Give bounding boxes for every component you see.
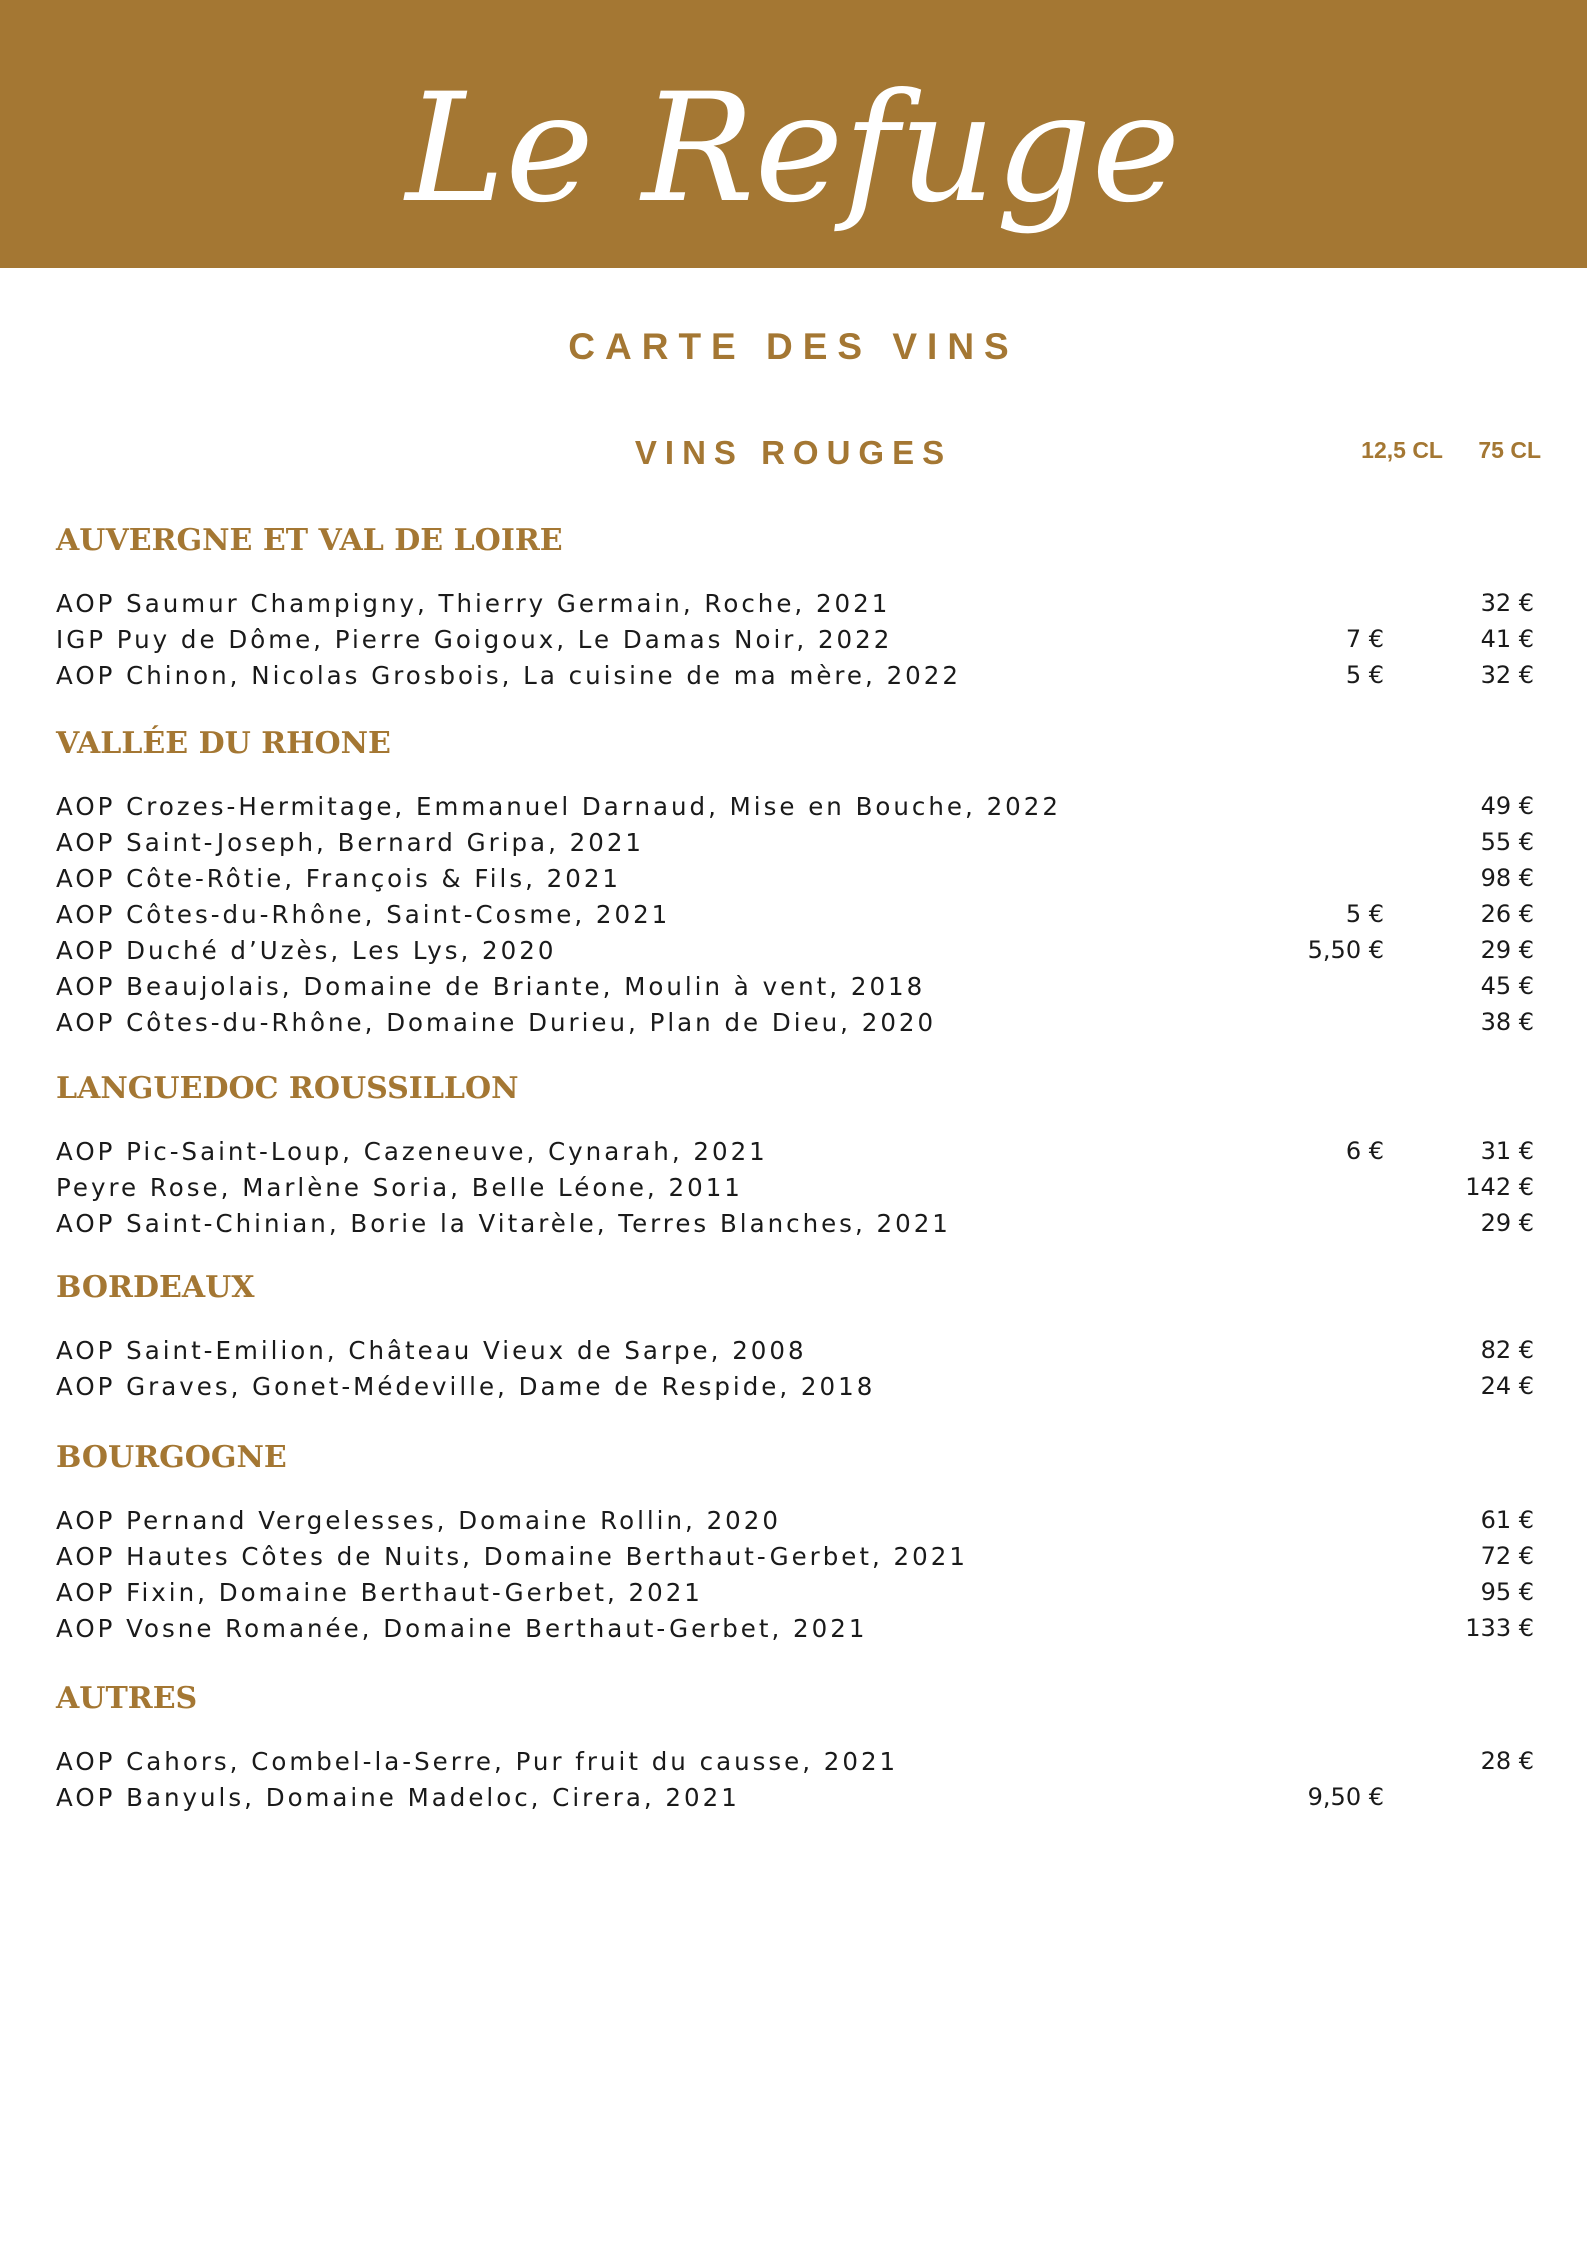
price-bottle: 24 €: [1480, 1372, 1534, 1400]
wine-row: [56, 1336, 1536, 1372]
price-bottle: 41 €: [1480, 625, 1534, 653]
price-bottle: 45 €: [1480, 972, 1534, 1000]
wine-name: AOP Vosne Romanée, Domaine Berthaut-Gerbet, 2021: [56, 1614, 868, 1643]
wine-row: [56, 1542, 1536, 1578]
region-heading: AUTRES: [56, 1681, 198, 1716]
price-bottle: 95 €: [1480, 1578, 1534, 1606]
wine-row: [56, 625, 1536, 661]
price-glass: 5 €: [1345, 661, 1384, 689]
wine-name: AOP Saint-Chinian, Borie la Vitarèle, Terres Blanches, 2021: [56, 1209, 951, 1238]
wine-row: [56, 1578, 1536, 1614]
wine-name: AOP Côtes-du-Rhône, Saint-Cosme, 2021: [56, 900, 671, 929]
column-header-bottle: 75 CL: [1478, 437, 1541, 463]
wine-row: [56, 661, 1536, 697]
wine-name: AOP Banyuls, Domaine Madeloc, Cirera, 2021: [56, 1783, 740, 1812]
wine-row: [56, 1209, 1536, 1245]
wine-row: [56, 1747, 1536, 1783]
price-bottle: 38 €: [1480, 1008, 1534, 1036]
wine-name: AOP Chinon, Nicolas Grosbois, La cuisine de ma mère, 2022: [56, 661, 961, 690]
wine-name: AOP Pic-Saint-Loup, Cazeneuve, Cynarah, 2021: [56, 1137, 768, 1166]
page-title: CARTE DES VINS: [568, 326, 1019, 367]
wine-row: [56, 1137, 1536, 1173]
wine-row: [56, 1614, 1536, 1650]
region-heading: LANGUEDOC ROUSSILLON: [56, 1071, 519, 1106]
restaurant-logo: [0, 0, 1587, 268]
price-bottle: 29 €: [1480, 1209, 1534, 1237]
price-glass: 7 €: [1345, 625, 1384, 653]
region-heading: BOURGOGNE: [56, 1440, 287, 1475]
wine-row: [56, 864, 1536, 900]
price-bottle: 28 €: [1480, 1747, 1534, 1775]
wine-name: AOP Pernand Vergelesses, Domaine Rollin, 2020: [56, 1506, 781, 1535]
price-bottle: 29 €: [1480, 936, 1534, 964]
wine-name: AOP Hautes Côtes de Nuits, Domaine Berthaut-Gerbet, 2021: [56, 1542, 968, 1571]
wine-row: [56, 792, 1536, 828]
wine-name: AOP Saint-Joseph, Bernard Gripa, 2021: [56, 828, 644, 857]
price-bottle: 49 €: [1480, 792, 1534, 820]
wine-name: AOP Saumur Champigny, Thierry Germain, Roche, 2021: [56, 589, 891, 618]
price-glass: 5,50 €: [1307, 936, 1384, 964]
wine-name: AOP Côtes-du-Rhône, Domaine Durieu, Plan de Dieu, 2020: [56, 1008, 937, 1037]
price-glass: 6 €: [1345, 1137, 1384, 1165]
region-heading: VALLÉE DU RHONE: [56, 726, 391, 761]
region-heading: BORDEAUX: [56, 1270, 255, 1305]
wine-name: AOP Fixin, Domaine Berthaut-Gerbet, 2021: [56, 1578, 703, 1607]
wine-name: AOP Graves, Gonet-Médeville, Dame de Respide, 2018: [56, 1372, 876, 1401]
price-bottle: 26 €: [1480, 900, 1534, 928]
price-bottle: 32 €: [1480, 589, 1534, 617]
wine-row: [56, 900, 1536, 936]
wine-row: [56, 1783, 1536, 1819]
price-bottle: 31 €: [1480, 1137, 1534, 1165]
price-bottle: 82 €: [1480, 1336, 1534, 1364]
wine-row: [56, 1506, 1536, 1542]
wine-row: [56, 1173, 1536, 1209]
wine-row: [56, 972, 1536, 1008]
price-bottle: 98 €: [1480, 864, 1534, 892]
wine-name: Peyre Rose, Marlène Soria, Belle Léone, 2011: [56, 1173, 743, 1202]
price-bottle: 55 €: [1480, 828, 1534, 856]
wine-row: [56, 1372, 1536, 1408]
wine-name: AOP Côte-Rôtie, François & Fils, 2021: [56, 864, 622, 893]
price-bottle: 72 €: [1480, 1542, 1534, 1570]
column-header-glass: 12,5 CL: [1361, 437, 1443, 463]
price-bottle: 133 €: [1465, 1614, 1534, 1642]
wine-name: AOP Crozes-Hermitage, Emmanuel Darnaud, Mise en Bouche, 2022: [56, 792, 1061, 821]
region-heading: AUVERGNE ET VAL DE LOIRE: [56, 523, 563, 558]
section-title: VINS ROUGES: [634, 434, 953, 471]
price-bottle: 61 €: [1480, 1506, 1534, 1534]
wine-row: [56, 936, 1536, 972]
wine-name: IGP Puy de Dôme, Pierre Goigoux, Le Damas Noir, 2022: [56, 625, 893, 654]
wine-row: [56, 1008, 1536, 1044]
price-bottle: 142 €: [1465, 1173, 1534, 1201]
price-bottle: 32 €: [1480, 661, 1534, 689]
price-glass: 9,50 €: [1307, 1783, 1384, 1811]
wine-row: [56, 828, 1536, 864]
logo-text: Le Refuge: [405, 62, 1181, 236]
price-glass: 5 €: [1345, 900, 1384, 928]
wine-name: AOP Saint-Emilion, Château Vieux de Sarpe, 2008: [56, 1336, 807, 1365]
wine-name: AOP Cahors, Combel-la-Serre, Pur fruit du causse, 2021: [56, 1747, 899, 1776]
wine-name: AOP Duché d’Uzès, Les Lys, 2020: [56, 936, 557, 965]
wine-name: AOP Beaujolais, Domaine de Briante, Moulin à vent, 2018: [56, 972, 926, 1001]
wine-row: [56, 589, 1536, 625]
